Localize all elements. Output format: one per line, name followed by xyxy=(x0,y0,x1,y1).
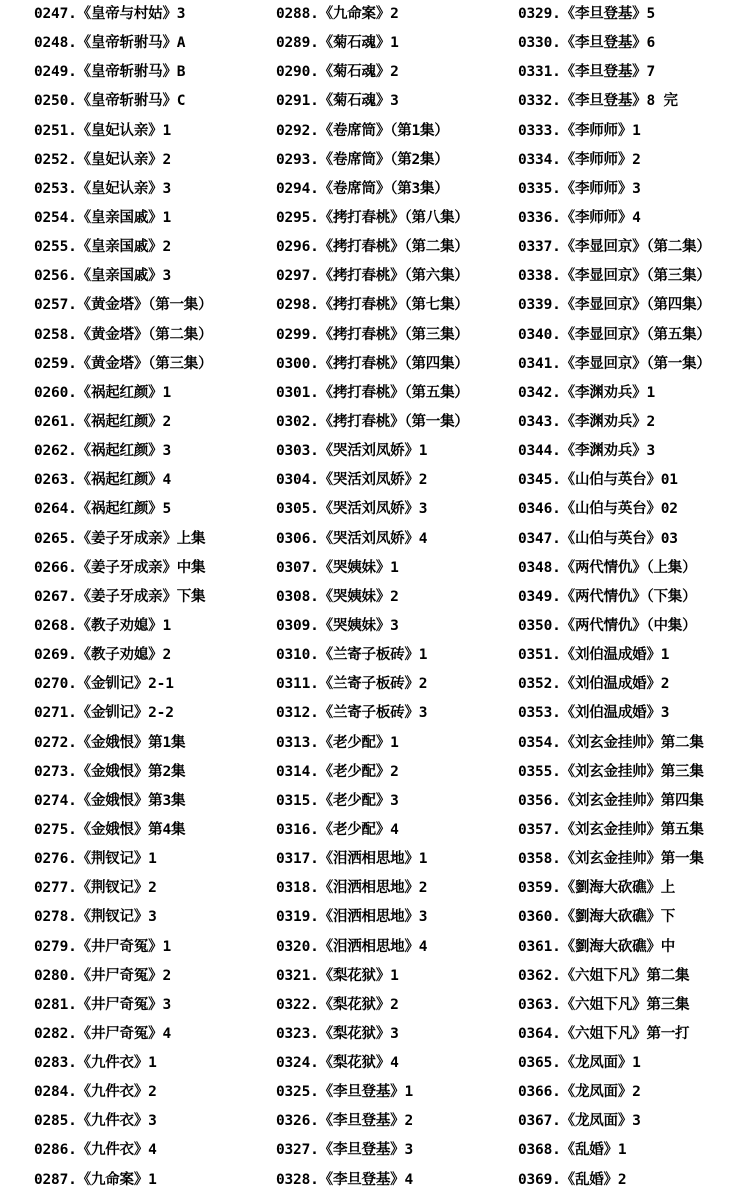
list-item: 0281.《井尸奇冤》3 xyxy=(34,996,171,1013)
list-item: 0265.《姜子牙成亲》上集 xyxy=(34,530,206,547)
list-item: 0341.《李显回京》（第一集） xyxy=(518,355,711,372)
list-item: 0263.《祸起红颜》4 xyxy=(34,472,171,489)
list-item: 0310.《兰寄子板砖》1 xyxy=(276,647,428,664)
list-item: 0321.《梨花狱》1 xyxy=(276,967,399,984)
list-item: 0250.《皇帝斩驸马》C xyxy=(34,93,186,110)
list-item: 0303.《哭活刘凤娇》1 xyxy=(276,443,428,460)
list-item: 0331.《李旦登基》7 xyxy=(518,64,655,81)
list-item: 0279.《井尸奇冤》1 xyxy=(34,938,171,955)
list-item: 0365.《龙凤面》1 xyxy=(518,1055,641,1072)
list-item: 0329.《李旦登基》5 xyxy=(518,6,655,22)
list-item: 0248.《皇帝斩驸马》A xyxy=(34,35,186,52)
list-item: 0342.《李渊劝兵》1 xyxy=(518,384,655,401)
list-item: 0276.《荆钗记》1 xyxy=(34,851,157,868)
list-item: 0324.《梨花狱》4 xyxy=(276,1055,399,1072)
list-item: 0322.《梨花狱》2 xyxy=(276,996,399,1013)
list-item: 0260.《祸起红颜》1 xyxy=(34,384,171,401)
list-item: 0305.《哭活刘凤娇》3 xyxy=(276,501,428,518)
list-item: 0251.《皇妃认亲》1 xyxy=(34,122,171,139)
list-item: 0296.《拷打春桃》（第二集） xyxy=(276,239,469,256)
list-item: 0320.《泪洒相思地》4 xyxy=(276,938,428,955)
list-item: 0290.《菊石魂》2 xyxy=(276,64,399,81)
list-item: 0291.《菊石魂》3 xyxy=(276,93,399,110)
list-item: 0271.《金钏记》2-2 xyxy=(34,705,174,722)
list-item: 0330.《李旦登基》6 xyxy=(518,35,655,52)
list-item: 0249.《皇帝斩驸马》B xyxy=(34,64,186,81)
list-item: 0293.《卷席筒》（第2集） xyxy=(276,151,449,168)
list-item: 0274.《金娥恨》第3集 xyxy=(34,792,186,809)
list-item: 0367.《龙凤面》3 xyxy=(518,1113,641,1130)
list-item: 0318.《泪洒相思地》2 xyxy=(276,880,428,897)
list-item: 0316.《老少配》4 xyxy=(276,821,399,838)
list-item: 0317.《泪洒相思地》1 xyxy=(276,851,428,868)
list-item: 0328.《李旦登基》4 xyxy=(276,1171,413,1188)
list-item: 0315.《老少配》3 xyxy=(276,792,399,809)
list-item: 0311.《兰寄子板砖》2 xyxy=(276,676,428,693)
list-item: 0345.《山伯与英台》01 xyxy=(518,472,678,489)
list-item: 0334.《李师师》2 xyxy=(518,151,641,168)
list-item: 0283.《九件衣》1 xyxy=(34,1055,157,1072)
list-item: 0252.《皇妃认亲》2 xyxy=(34,151,171,168)
list-item: 0300.《拷打春桃》（第四集） xyxy=(276,355,469,372)
list-item: 0326.《李旦登基》2 xyxy=(276,1113,413,1130)
list-item: 0360.《劉海大砍礁》下 xyxy=(518,909,676,926)
list-item: 0337.《李显回京》（第二集） xyxy=(518,239,711,256)
list-item: 0338.《李显回京》（第三集） xyxy=(518,268,711,285)
list-item: 0354.《刘玄金挂帅》第二集 xyxy=(518,734,704,751)
list-item: 0247.《皇帝与村姑》3 xyxy=(34,6,186,22)
list-item: 0256.《皇亲国戚》3 xyxy=(34,268,171,285)
list-item: 0344.《李渊劝兵》3 xyxy=(518,443,655,460)
list-item: 0301.《拷打春桃》（第五集） xyxy=(276,384,469,401)
list-column-1 xyxy=(34,0,270,1195)
list-item: 0309.《哭姨妹》3 xyxy=(276,617,399,634)
list-item: 0286.《九件衣》4 xyxy=(34,1142,157,1159)
list-item: 0346.《山伯与英台》02 xyxy=(518,501,678,518)
list-item: 0352.《刘伯温成婚》2 xyxy=(518,676,670,693)
list-item: 0361.《劉海大砍礁》中 xyxy=(518,938,676,955)
list-item: 0327.《李旦登基》3 xyxy=(276,1142,413,1159)
list-item: 0349.《两代情仇》（下集） xyxy=(518,588,697,605)
list-item: 0269.《教子劝媳》2 xyxy=(34,647,171,664)
list-item: 0336.《李师师》4 xyxy=(518,209,641,226)
list-item: 0297.《拷打春桃》（第六集） xyxy=(276,268,469,285)
list-item: 0270.《金钏记》2-1 xyxy=(34,676,174,693)
list-item: 0319.《泪洒相思地》3 xyxy=(276,909,428,926)
list-item: 0350.《两代情仇》（中集） xyxy=(518,617,697,634)
list-item: 0284.《九件衣》2 xyxy=(34,1084,157,1101)
list-item: 0357.《刘玄金挂帅》第五集 xyxy=(518,821,704,838)
list-item: 0255.《皇亲国戚》2 xyxy=(34,239,171,256)
list-item: 0288.《九命案》2 xyxy=(276,6,399,22)
list-item: 0299.《拷打春桃》（第三集） xyxy=(276,326,469,343)
list-item: 0277.《荆钗记》2 xyxy=(34,880,157,897)
list-item: 0258.《黄金塔》（第二集） xyxy=(34,326,213,343)
list-item: 0351.《刘伯温成婚》1 xyxy=(518,647,670,664)
list-item: 0366.《龙凤面》2 xyxy=(518,1084,641,1101)
list-item: 0302.《拷打春桃》（第一集） xyxy=(276,413,469,430)
list-item: 0340.《李显回京》（第五集） xyxy=(518,326,711,343)
list-item: 0323.《梨花狱》3 xyxy=(276,1025,399,1042)
list-item: 0369.《乱婚》2 xyxy=(518,1171,627,1188)
list-item: 0313.《老少配》1 xyxy=(276,734,399,751)
list-item: 0304.《哭活刘凤娇》2 xyxy=(276,472,428,489)
list-item: 0363.《六姐下凡》第三集 xyxy=(518,996,690,1013)
list-item: 0273.《金娥恨》第2集 xyxy=(34,763,186,780)
list-item: 0257.《黄金塔》（第一集） xyxy=(34,297,213,314)
list-column-2 xyxy=(276,0,514,1195)
list-item: 0289.《菊石魂》1 xyxy=(276,35,399,52)
list-item: 0294.《卷席筒》（第3集） xyxy=(276,180,449,197)
list-item: 0295.《拷打春桃》（第八集） xyxy=(276,209,469,226)
list-item: 0333.《李师师》1 xyxy=(518,122,641,139)
list-item: 0272.《金娥恨》第1集 xyxy=(34,734,186,751)
list-item: 0312.《兰寄子板砖》3 xyxy=(276,705,428,722)
list-item: 0253.《皇妃认亲》3 xyxy=(34,180,171,197)
list-item: 0266.《姜子牙成亲》中集 xyxy=(34,559,206,576)
list-item: 0282.《井尸奇冤》4 xyxy=(34,1025,171,1042)
list-item: 0262.《祸起红颜》3 xyxy=(34,443,171,460)
list-item: 0254.《皇亲国戚》1 xyxy=(34,209,171,226)
list-item: 0347.《山伯与英台》03 xyxy=(518,530,678,547)
list-item: 0264.《祸起红颜》5 xyxy=(34,501,171,518)
list-item: 0259.《黄金塔》（第三集） xyxy=(34,355,213,372)
list-item: 0306.《哭活刘凤娇》4 xyxy=(276,530,428,547)
list-item: 0343.《李渊劝兵》2 xyxy=(518,413,655,430)
list-item: 0287.《九命案》1 xyxy=(34,1171,157,1188)
list-item: 0308.《哭姨妹》2 xyxy=(276,588,399,605)
list-item: 0356.《刘玄金挂帅》第四集 xyxy=(518,792,704,809)
list-item: 0353.《刘伯温成婚》3 xyxy=(518,705,670,722)
list-item: 0267.《姜子牙成亲》下集 xyxy=(34,588,206,605)
list-item: 0280.《井尸奇冤》2 xyxy=(34,967,171,984)
list-item: 0335.《李师师》3 xyxy=(518,180,641,197)
list-item: 0298.《拷打春桃》（第七集） xyxy=(276,297,469,314)
list-item: 0261.《祸起红颜》2 xyxy=(34,413,171,430)
list-item: 0348.《两代情仇》（上集） xyxy=(518,559,697,576)
list-item: 0268.《教子劝媳》1 xyxy=(34,617,171,634)
list-item: 0285.《九件衣》3 xyxy=(34,1113,157,1130)
list-item: 0368.《乱婚》1 xyxy=(518,1142,627,1159)
list-item: 0325.《李旦登基》1 xyxy=(276,1084,413,1101)
list-item: 0307.《哭姨妹》1 xyxy=(276,559,399,576)
list-item: 0359.《劉海大砍礁》上 xyxy=(518,880,676,897)
list-item: 0314.《老少配》2 xyxy=(276,763,399,780)
list-item: 0292.《卷席筒》（第1集） xyxy=(276,122,449,139)
list-item: 0358.《刘玄金挂帅》第一集 xyxy=(518,851,704,868)
list-item: 0362.《六姐下凡》第二集 xyxy=(518,967,690,984)
list-column-3 xyxy=(518,0,750,1195)
list-item: 0364.《六姐下凡》第一打 xyxy=(518,1025,690,1042)
list-item: 0278.《荆钗记》3 xyxy=(34,909,157,926)
list-item: 0339.《李显回京》（第四集） xyxy=(518,297,711,314)
list-item: 0355.《刘玄金挂帅》第三集 xyxy=(518,763,704,780)
list-item: 0275.《金娥恨》第4集 xyxy=(34,821,186,838)
list-item: 0332.《李旦登基》8 完 xyxy=(518,93,678,110)
